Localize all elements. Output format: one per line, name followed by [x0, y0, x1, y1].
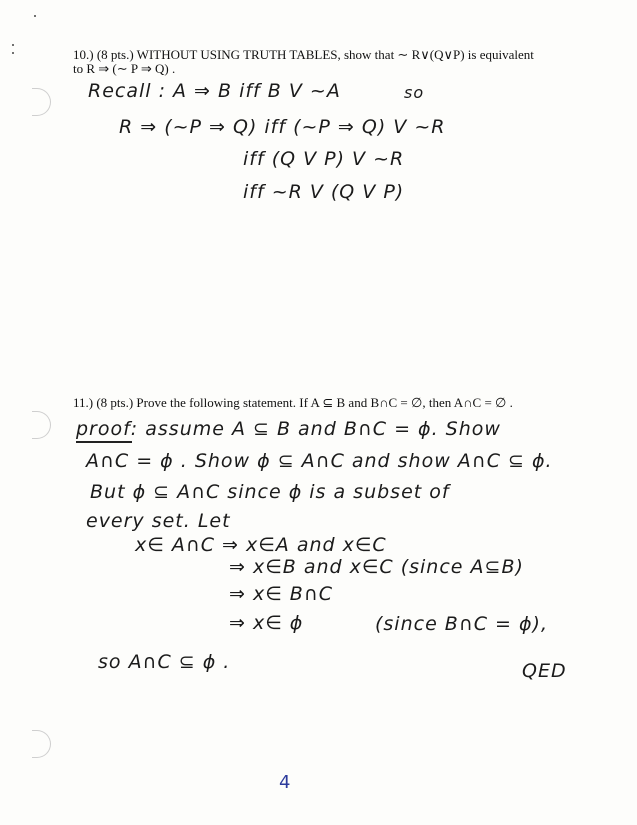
- hand-qed: QED: [522, 660, 567, 682]
- hand-so: so: [404, 83, 425, 102]
- scan-speck: [12, 52, 14, 54]
- punch-hole-middle: [32, 411, 51, 439]
- hand-equivalence-step-3: iff ~R V (Q V P): [243, 181, 405, 203]
- problem-10-header-line2: to R ⇒ (∼ P ⇒ Q) .: [73, 61, 176, 76]
- punch-hole-bottom: [32, 730, 51, 758]
- problem-10-header: 10.) (8 pts.) WITHOUT USING TRUTH TABLES, show that ∼ R∨(Q∨P) is equivalent: [73, 47, 534, 62]
- scan-speck: [34, 15, 36, 17]
- page-number: 4: [279, 772, 291, 793]
- scan-speck: [12, 44, 14, 46]
- hand-equivalence-step-1: R ⇒ (~P ⇒ Q) iff (~P ⇒ Q) V ~R: [119, 116, 446, 138]
- hand-proof-line-8: ⇒ x∈ ϕ: [229, 612, 304, 634]
- problem-11-header: 11.) (8 pts.) Prove the following statement. If A ⊆ B and B∩C = ∅, then A∩C = ∅ .: [73, 395, 513, 410]
- hand-proof-line-3: But ϕ ⊆ A∩C since ϕ is a subset of: [90, 481, 450, 503]
- hand-proof-line-4: every set. Let: [86, 510, 231, 532]
- hand-recall-line: Recall : A ⇒ B iff B V ~A: [88, 80, 341, 102]
- hand-proof-line-7: ⇒ x∈ B∩C: [229, 583, 334, 605]
- hand-proof-line-6: ⇒ x∈B and x∈C (since A⊆B): [229, 556, 524, 578]
- hand-proof-conclusion: so A∩C ⊆ ϕ .: [98, 651, 231, 673]
- proof-underline: [76, 441, 132, 443]
- hand-equivalence-step-2: iff (Q V P) V ~R: [243, 148, 405, 170]
- punch-hole-top: [32, 88, 51, 116]
- hand-proof-line-8-reason: (since B∩C = ϕ),: [375, 613, 549, 635]
- hand-proof-line-5: x∈ A∩C ⇒ x∈A and x∈C: [135, 534, 387, 556]
- hand-proof-line-1: proof: assume A ⊆ B and B∩C = ϕ. Show: [76, 418, 501, 440]
- hand-proof-line-2: A∩C = ϕ . Show ϕ ⊆ A∩C and show A∩C ⊆ ϕ.: [86, 450, 553, 472]
